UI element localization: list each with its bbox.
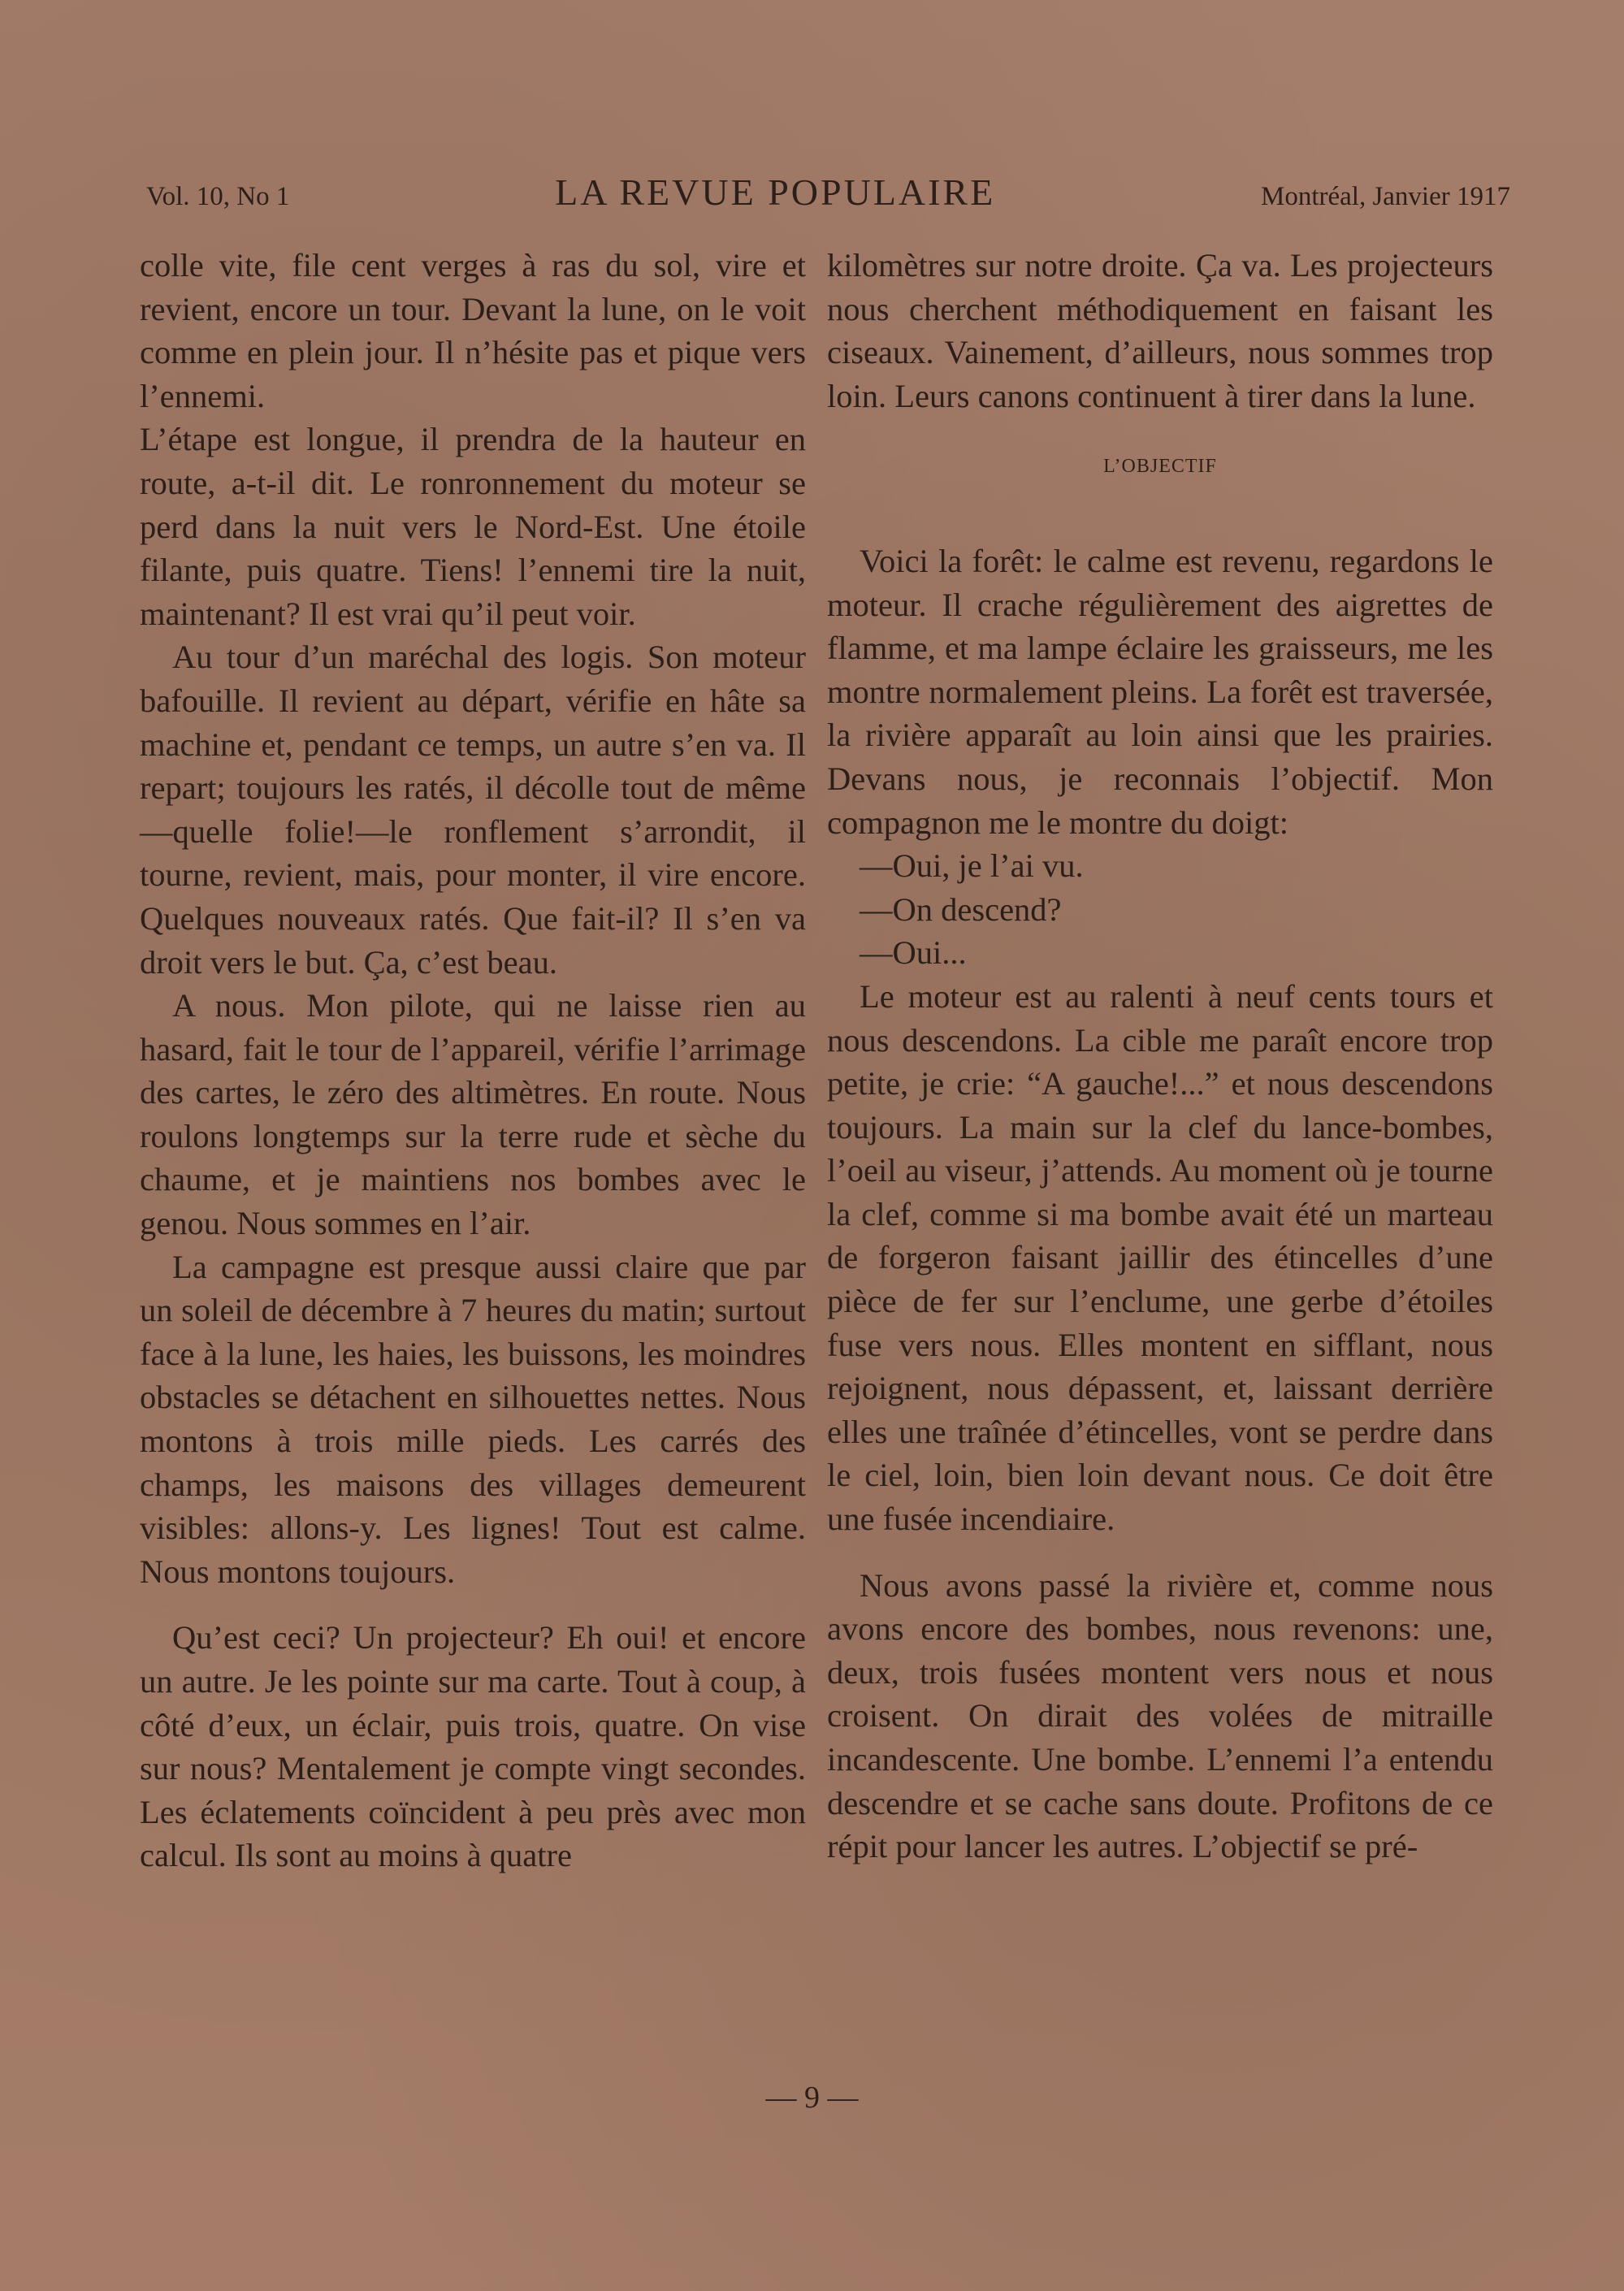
paragraph: La campagne est presque aussi claire que par un soleil de décembre à 7 heures du matin; surtout face à la lune, les haies, les buissons, les moindres obstacles se détachent en silhouettes nettes. Nous montons à trois mille pieds. Les carrés des champs, les maisons des villages demeurent visibles: allons-y. Les lignes! Tout est calme. Nous montons toujours.	[140, 1248, 806, 1590]
right-column	[827, 244, 1493, 1869]
page-header	[146, 171, 1510, 219]
masthead-title: LA REVUE POPULAIRE	[555, 171, 996, 213]
dialog-line: —On descend?	[860, 890, 1062, 928]
dialog-line: —Oui...	[860, 934, 967, 972]
page-number: — 9 —	[765, 2081, 859, 2115]
left-column	[140, 244, 806, 1877]
section-title: L’OBJECTIF	[1103, 456, 1217, 478]
paragraph: Au tour d’un maréchal des logis. Son moteur bafouille. Il revient au départ, vérifie en hâte sa machine et, pendant ce temps, un autre s’en va. Il repart; toujours les ratés, il décolle tout de même—quelle folie!—le ronflement s’arrondit, il tourne, revient, mais, pour monter, il vire encore. Quelques nouveaux ratés. Que fait-il? Il s’en va droit vers le but. Ça, c’est beau.	[140, 639, 806, 981]
paragraph: L’étape est longue, il prendra de la hauteur en route, a-t-il dit. Le ronronnement du moteur se perd dans la nuit vers le Nord-Est. Une étoile filante, puis quatre. Tiens! l’ennemi tire la nuit, maintenant? Il est vrai qu’il peut voir.	[140, 421, 806, 632]
paragraph: kilomètres sur notre droite. Ça va. Les projecteurs nous cherchent méthodiquement en faisant les ciseaux. Vainement, d’ailleurs, nous sommes trop loin. Leurs canons continuent à tirer dans la lune.	[827, 247, 1493, 414]
paragraph: A nous. Mon pilote, qui ne laisse rien au hasard, fait le tour de l’appareil, vérifie l’arrimage des cartes, le zéro des altimètres. En route. Nous roulons longtemps sur la terre rude et sèche du chaume, et je maintiens nos bombes avec le genou. Nous sommes en l’air.	[140, 987, 806, 1242]
paragraph: Le moteur est au ralenti à neuf cents tours et nous descendons. La cible me paraît encore trop petite, je crie: “A gauche!...” et nous descendons toujours. La main sur la clef du lance-bombes, l’oeil au viseur, j’attends. Au moment où je tourne la clef, comme si ma bombe avait été un marteau de forgeron faisant jaillir des étincelles d’une pièce de fer sur l’enclume, une gerbe d’étoiles fuse vers nous. Elles montent en sifflant, nous rejoignent, nous dépassent, et, laissant derrière elles une traînée d’étincelles, vont se perdre dans le ciel, loin, bien loin devant nous. Ce doit être une fusée incendiaire.	[827, 977, 1493, 1538]
dialog-line: —Oui, je l’ai vu.	[860, 847, 1084, 885]
paragraph: colle vite, file cent verges à ras du sol, vire et revient, encore un tour. Devant la lune, on le voit comme en plein jour. Il n’hésite pas et pique vers l’ennemi.	[140, 247, 806, 414]
volume-number: Vol. 10, No 1	[146, 182, 290, 211]
paragraph: Nous avons passé la rivière et, comme nous avons encore des bombes, nous revenons: une, deux, trois fusées montent vers nous et nous croisent. On dirait des volées de mitraille incandescente. Une bombe. L’ennemi l’a entendu descendre et se cache sans doute. Profitons de ce répit pour lancer les autres. L’objectif se pré-	[827, 1566, 1493, 1865]
paragraph: Qu’est ceci? Un projecteur? Eh oui! et encore un autre. Je les pointe sur ma carte. Tout à coup, à côté d’eux, un éclair, puis trois, quatre. On vise sur nous? Mentalement je compte vingt secondes. Les éclatements coïncident à peu près avec mon calcul. Ils sont au moins à quatre	[140, 1619, 806, 1874]
paragraph: Voici la forêt: le calme est revenu, regardons le moteur. Il crache régulièrement des aigrettes de flamme, et ma lampe éclaire les graisseurs, me les montre normalement pleins. La forêt est traversée, la rivière apparaît au loin ainsi que les prairies. Devans nous, je reconnais l’objectif. Mon compagnon me le montre du doigt:	[827, 542, 1493, 841]
issue-date: Montréal, Janvier 1917	[1260, 182, 1510, 211]
